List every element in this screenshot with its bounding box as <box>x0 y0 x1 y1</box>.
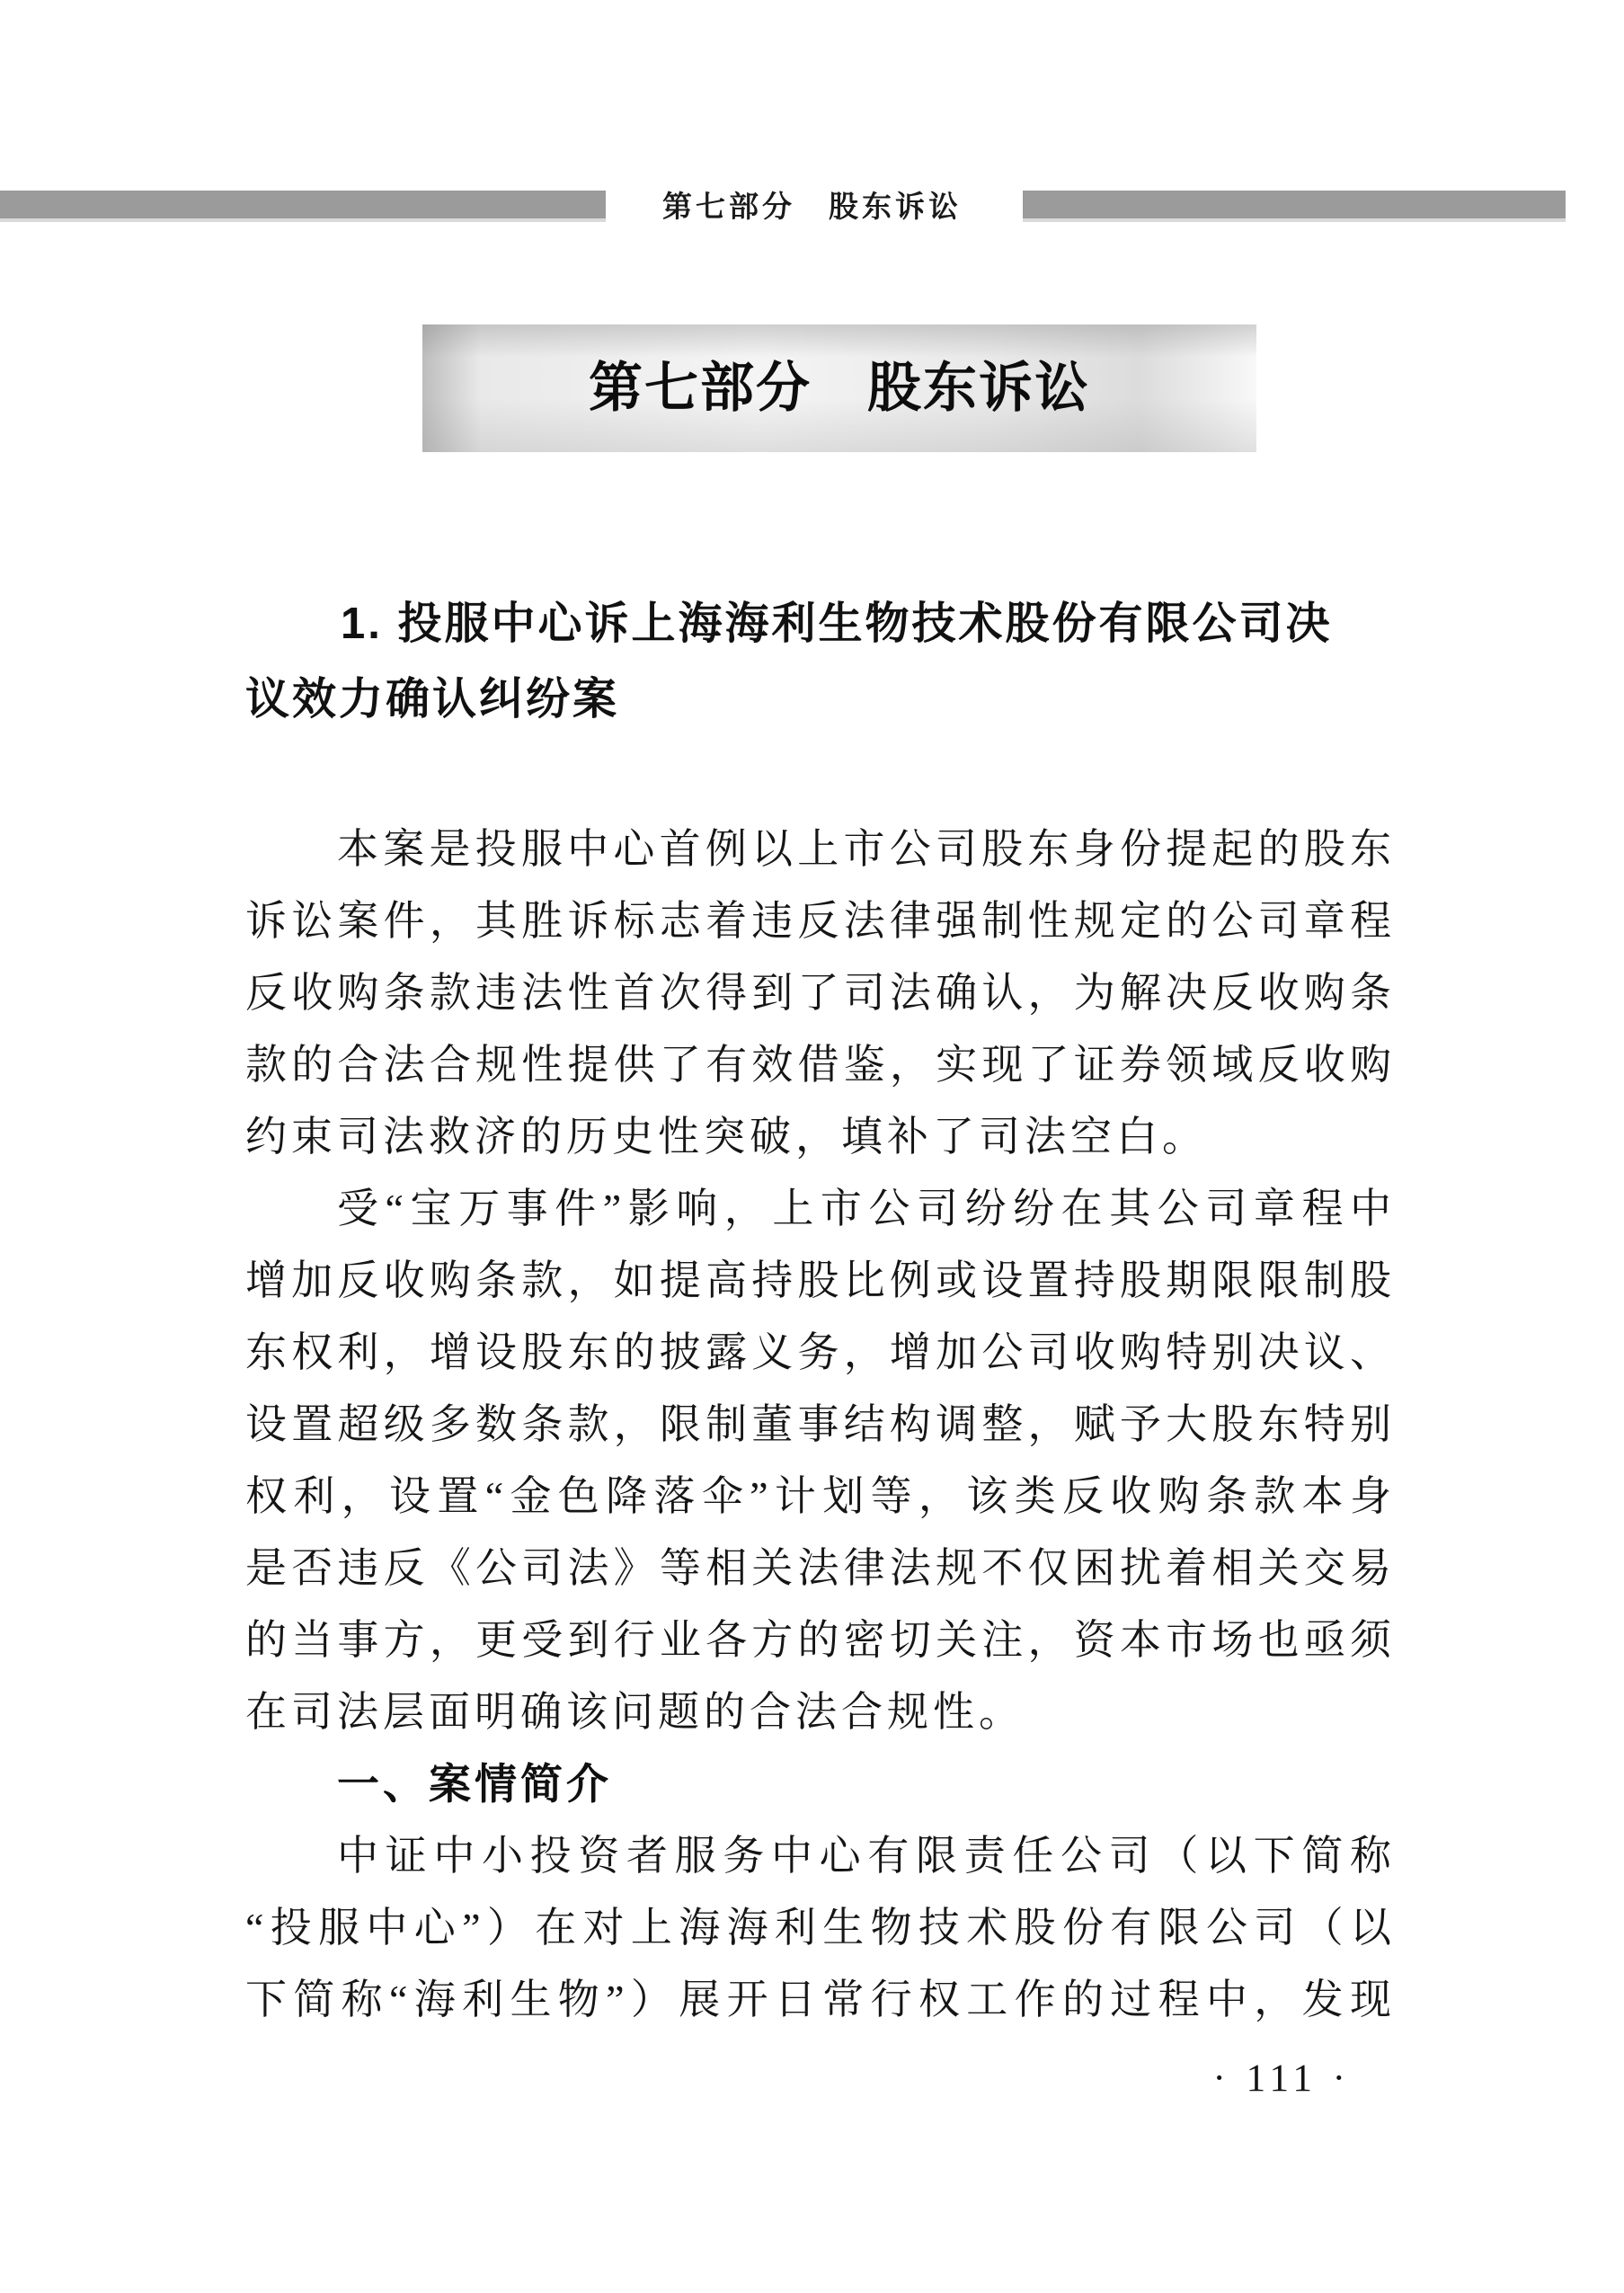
body-text-line: 约束司法救济的历史性突破，填补了司法空白。 <box>245 1114 1208 1160</box>
body-text-line: “投服中心”）在对上海海利生物技术股份有限公司（以 <box>245 1905 1396 1951</box>
body-text-line: 本案是投服中心首例以上市公司股东身份提起的股东 <box>337 826 1396 872</box>
body-text-line: 权利，设置“金色降落伞”计划等，该类反收购条款本身 <box>245 1473 1396 1519</box>
body-text-line: 中证中小投资者服务中心有限责任公司（以下简称 <box>337 1833 1396 1879</box>
body-text-line: 的当事方，更受到行业各方的密切关注，资本市场也亟须 <box>245 1617 1396 1663</box>
body-text-line: 下简称“海利生物”）展开日常行权工作的过程中，发现 <box>245 1977 1396 2022</box>
body-text-line: 一、案情简介 <box>337 1760 612 1808</box>
body-text-line: 东权利，增设股东的披露义务，增加公司收购特别决议、 <box>245 1329 1396 1375</box>
body-text-line: 设置超级多数条款，限制董事结构调整，赋予大股东特别 <box>245 1401 1396 1447</box>
body-text-line: 反收购条款违法性首次得到了司法确认，为解决反收购条 <box>245 970 1396 1016</box>
body-text-line: 增加反收购条款，如提高持股比例或设置持股期限限制股 <box>245 1258 1396 1303</box>
section-heading-line: 议效力确认纠纷案 <box>245 675 620 724</box>
body-text-line: 受“宝万事件”影响，上市公司纷纷在其公司章程中 <box>337 1186 1396 1231</box>
section-heading <box>245 586 1423 737</box>
section-heading-line: 1. 投服中心诉上海海利生物技术股份有限公司决 <box>341 600 1333 648</box>
part-title-banner <box>422 324 1256 452</box>
running-header-title: 第七部分 股东诉讼 <box>662 190 962 223</box>
page-number: · 111 · <box>1212 2057 1351 2100</box>
body-text-line: 是否违反《公司法》等相关法律法规不仅困扰着相关交易 <box>245 1545 1396 1591</box>
body-text-line: 款的合法合规性提供了有效借鉴，实现了证券领域反收购 <box>245 1042 1396 1088</box>
body-text <box>245 813 1396 2036</box>
part-title: 第七部分 股东诉讼 <box>589 359 1090 418</box>
body-text-line: 诉讼案件，其胜诉标志着违反法律强制性规定的公司章程 <box>245 898 1396 944</box>
body-text-line: 在司法层面明确该问题的合法合规性。 <box>245 1689 1025 1735</box>
running-header <box>0 191 1624 227</box>
